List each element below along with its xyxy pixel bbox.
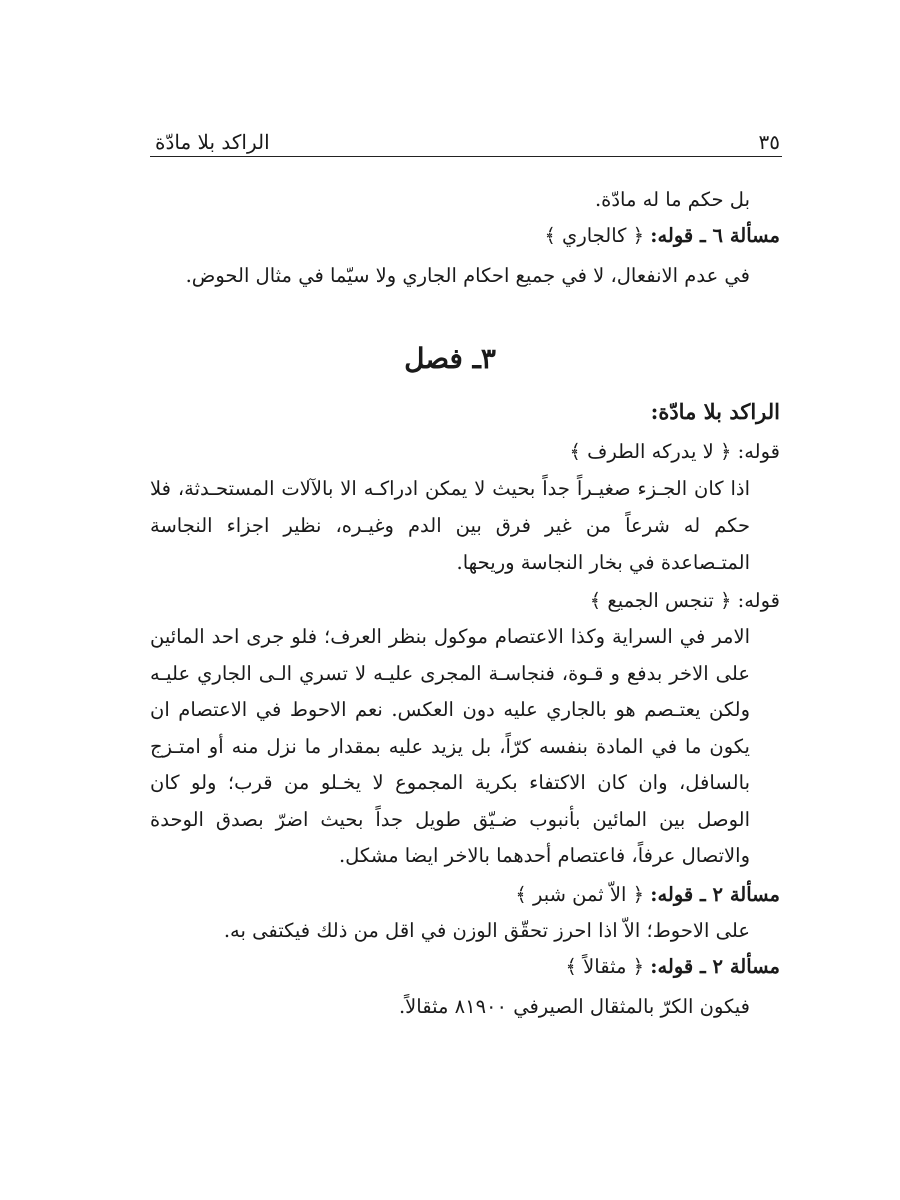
- qawluh-2-quote: ﴿ تنجس الجميع ﴾: [589, 589, 732, 612]
- qawluh-2-label: قوله:: [737, 589, 780, 612]
- qawluh-2-body: الامر في السراية وكذا الاعتصام موكول بنظر العرف؛ فلو جرى احد المائين على الاخر بدفع و قـوة، فنجاسـة المجرى عليـه لا تسري الـى الجاري عليـه ولكن يعتـصم هو بالجاري عليه دون العكس. نعم الاحوط في الاعتصام ان يكون ما في المادة بنفسه كرّاً، بل يزيد عليه بمقدار ما نزل منه أو امتـزج بالسافل، وان كان الاكتفاء بكرية المجموع لا يخـلو من قرب؛ ولو كان الوصل بين المائين بأنبوب ضـيّق طويل جداً بحيث اضرّ بصدق الوحدة والاتصال عرفاً، فاعتصام أحدهما بالاخر ايضا مشكل.: [150, 625, 750, 867]
- header-rule: [150, 156, 782, 157]
- issue-2a-body: على الاحوط؛ الاّ اذا احرز تحقّق الوزن في اقل من ذلك فيكتفى به.: [223, 918, 750, 942]
- issue-2a-label: مسألة ٢ ـ قوله:: [650, 882, 780, 906]
- main-block: [150, 394, 780, 1025]
- qawluh-1-label: قوله:: [737, 440, 780, 463]
- issue-6-quote: ﴿ كالجاري ﴾: [544, 224, 645, 247]
- issue-2a-quote: ﴿ الاّ ثمن شبر ﴾: [515, 882, 645, 906]
- page-number: ٣٥: [758, 130, 780, 154]
- running-title: الراكد بلا مادّة: [155, 130, 270, 154]
- qawluh-2-heading: [150, 583, 780, 619]
- top-block: [150, 182, 780, 294]
- issue-2b-quote: ﴿ مثقالاً ﴾: [565, 954, 645, 978]
- section-title: ٣ـ فصل: [404, 342, 496, 375]
- issue-2b-heading: [150, 949, 780, 985]
- section-subtitle: الراكد بلا مادّة:: [650, 399, 780, 424]
- issue-2b-body: فيكون الكرّ بالمثقال الصيرفي ٨١٩٠٠ مثقالاً.: [398, 994, 750, 1018]
- issue-6-label: مسألة ٦ ـ قوله:: [650, 224, 780, 247]
- qawluh-1-body: اذا كان الجـزء صغيـراً جداً بحيث لا يمكن ادراكـه الا بالآلات المستحـدثة، فلا حكم له شرعاً من غير فرق بين الدم وغيـره، نظير اجزاء النجاسة المتـصاعدة في بخار النجاسة وريحها.: [150, 477, 750, 574]
- issue-6-heading: [150, 218, 780, 254]
- issue-2b-label: مسألة ٢ ـ قوله:: [650, 954, 780, 978]
- qawluh-1-heading: [150, 434, 780, 470]
- qawluh-1-quote: ﴿ لا يدركه الطرف ﴾: [569, 440, 732, 463]
- continuation-line: بل حكم ما له مادّة.: [594, 188, 750, 211]
- issue-6-body: في عدم الانفعال، لا في جميع احكام الجاري ولا سيّما في مثال الحوض.: [185, 264, 750, 287]
- running-header: [155, 124, 780, 154]
- issue-2a-heading: [150, 877, 780, 913]
